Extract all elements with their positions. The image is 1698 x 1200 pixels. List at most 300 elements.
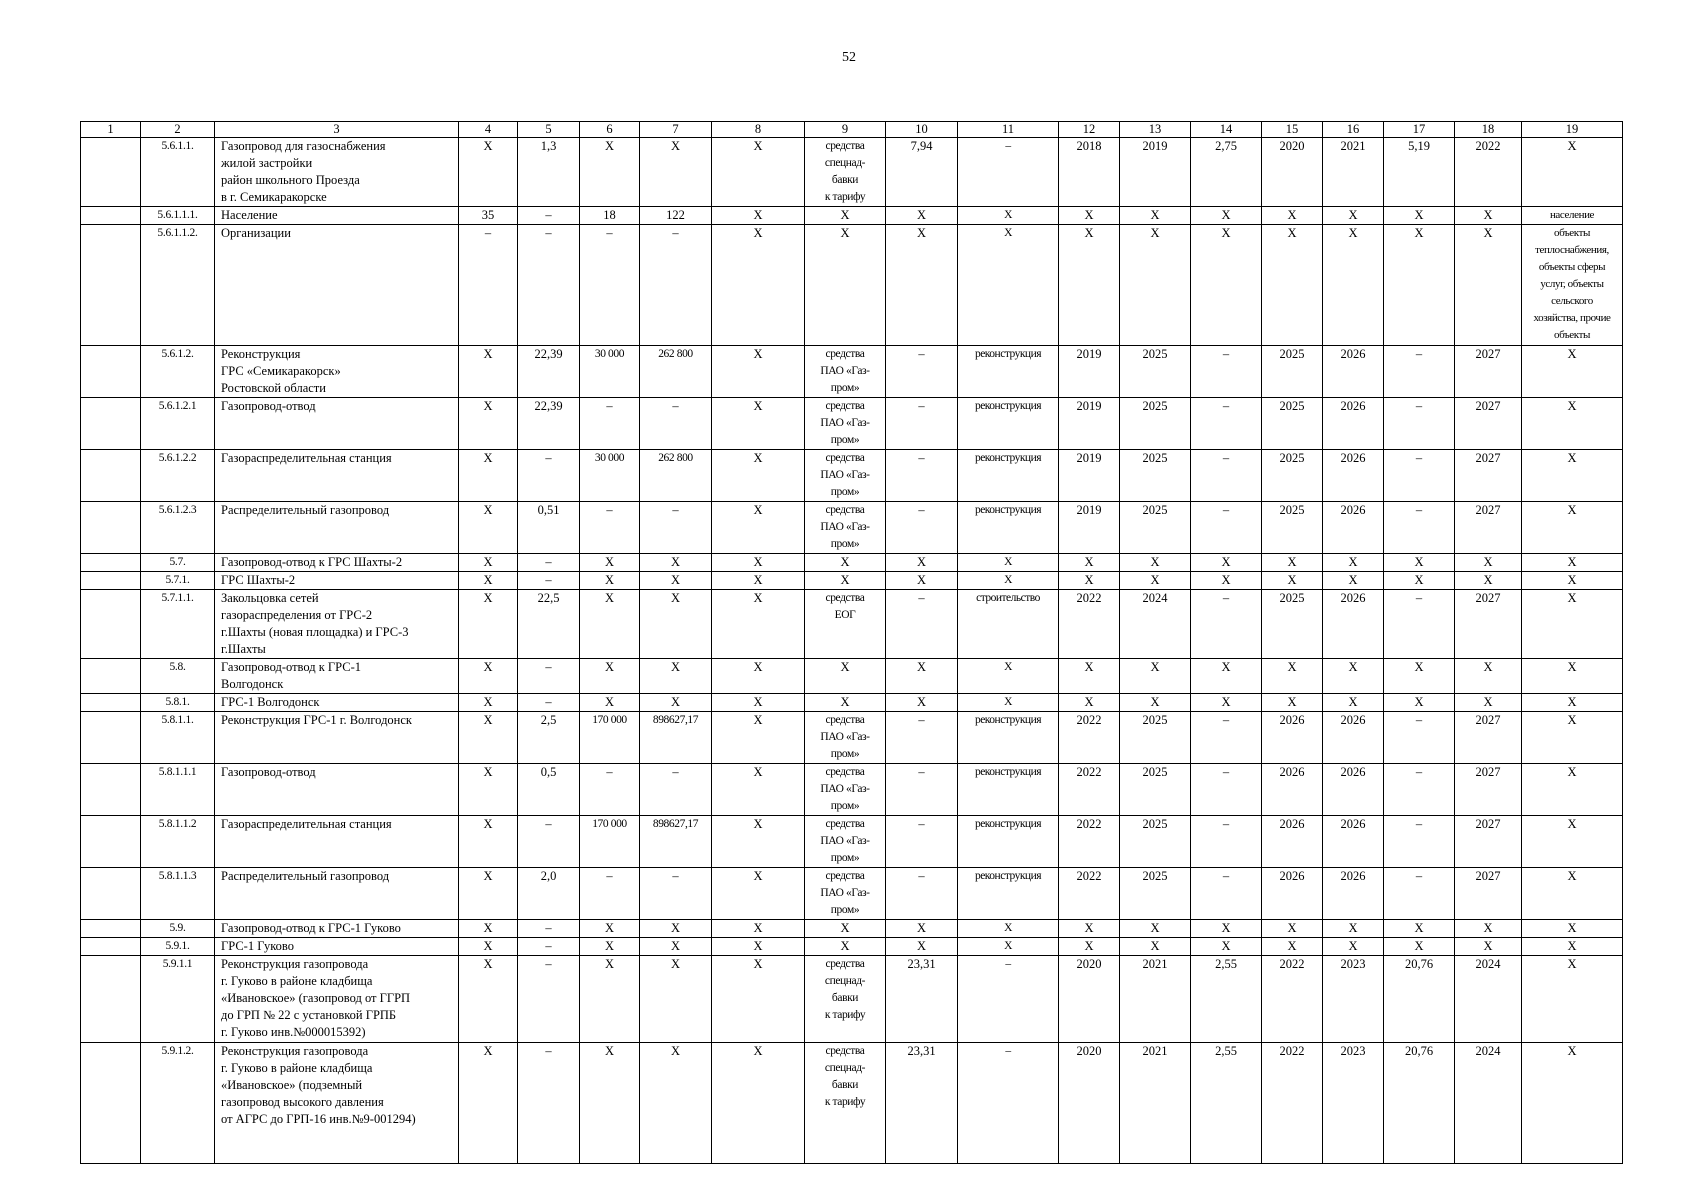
table-cell: 262 800 bbox=[640, 450, 712, 502]
table-cell: Х bbox=[1522, 956, 1623, 1043]
table-cell: средства ПАО «Газ- пром» bbox=[805, 502, 886, 554]
table-cell: Х bbox=[1120, 659, 1191, 694]
table-cell: Х bbox=[1059, 572, 1120, 590]
table-cell: 20,76 bbox=[1384, 956, 1455, 1043]
table-cell: 1,3 bbox=[518, 138, 580, 207]
table-cell: Х bbox=[712, 712, 805, 764]
table-cell: Х bbox=[1262, 938, 1323, 956]
table-cell bbox=[81, 398, 141, 450]
table-cell: 30 000 bbox=[580, 450, 640, 502]
table-cell: – bbox=[580, 764, 640, 816]
table-cell: 2022 bbox=[1455, 138, 1522, 207]
table-cell bbox=[81, 207, 141, 225]
table-cell: 2025 bbox=[1262, 346, 1323, 398]
table-cell: 2025 bbox=[1120, 398, 1191, 450]
table-cell: – bbox=[518, 956, 580, 1043]
table-cell: 2024 bbox=[1455, 956, 1522, 1043]
table-cell bbox=[81, 816, 141, 868]
table-cell: Х bbox=[580, 659, 640, 694]
page-number: 52 bbox=[842, 50, 856, 65]
table-cell: Х bbox=[459, 868, 518, 920]
table-cell bbox=[81, 764, 141, 816]
header-cell: 14 bbox=[1191, 122, 1262, 138]
table-cell: 2026 bbox=[1262, 712, 1323, 764]
table-row bbox=[81, 207, 1623, 225]
table-cell: – bbox=[580, 502, 640, 554]
table-cell: Х bbox=[1522, 450, 1623, 502]
table-cell: 2026 bbox=[1323, 450, 1384, 502]
table-cell: – bbox=[1191, 502, 1262, 554]
row-number-cell: 5.7.1.1. bbox=[141, 590, 215, 659]
table-cell: 2022 bbox=[1059, 590, 1120, 659]
table-cell: средства ПАО «Газ- пром» bbox=[805, 346, 886, 398]
table-cell: – bbox=[580, 398, 640, 450]
table-cell: Х bbox=[886, 572, 958, 590]
table-cell: 2025 bbox=[1262, 590, 1323, 659]
table-cell: Х bbox=[1384, 225, 1455, 346]
table-cell: строительство bbox=[958, 590, 1059, 659]
table-cell bbox=[81, 590, 141, 659]
table-cell: 2026 bbox=[1323, 764, 1384, 816]
table-cell: средства ЕОГ bbox=[805, 590, 886, 659]
table-cell: объекты теплоснабжения, объекты сферы услуг, объекты сельского хозяйства, прочие объекты bbox=[1522, 225, 1623, 346]
table-cell: Х bbox=[1059, 938, 1120, 956]
table-row bbox=[81, 764, 1623, 816]
table-cell: Х bbox=[459, 694, 518, 712]
table-cell: – bbox=[518, 554, 580, 572]
table-cell: Х bbox=[1120, 572, 1191, 590]
table-cell: Х bbox=[1522, 398, 1623, 450]
table-cell: 23,31 bbox=[886, 1043, 958, 1164]
table-cell: Х bbox=[712, 920, 805, 938]
table-cell bbox=[81, 938, 141, 956]
table-cell: 2025 bbox=[1120, 712, 1191, 764]
table-cell: Х bbox=[640, 138, 712, 207]
table-cell: Х bbox=[580, 920, 640, 938]
table-cell: Х bbox=[1455, 572, 1522, 590]
table-cell: Х bbox=[958, 554, 1059, 572]
table-cell: – bbox=[886, 450, 958, 502]
table-cell: Х bbox=[1455, 694, 1522, 712]
row-number-cell: 5.7.1. bbox=[141, 572, 215, 590]
table-row bbox=[81, 450, 1623, 502]
table-cell: – bbox=[518, 225, 580, 346]
table-cell: – bbox=[886, 816, 958, 868]
object-name-cell: Газопровод-отвод к ГРС-1 Гуково bbox=[215, 920, 459, 938]
table-cell: Х bbox=[1059, 659, 1120, 694]
table-cell: Х bbox=[1191, 207, 1262, 225]
table-cell: Х bbox=[712, 502, 805, 554]
table-cell: средства ПАО «Газ- пром» bbox=[805, 816, 886, 868]
table-cell: Х bbox=[1262, 920, 1323, 938]
table-cell: средства ПАО «Газ- пром» bbox=[805, 712, 886, 764]
table-cell: Х bbox=[1323, 938, 1384, 956]
table-cell: – bbox=[518, 920, 580, 938]
table-cell: 2026 bbox=[1262, 764, 1323, 816]
header-cell: 19 bbox=[1522, 122, 1623, 138]
table-cell bbox=[81, 450, 141, 502]
table-cell bbox=[81, 712, 141, 764]
table-cell: – bbox=[1384, 816, 1455, 868]
table-cell: Х bbox=[1059, 207, 1120, 225]
header-cell: 18 bbox=[1455, 122, 1522, 138]
table-body bbox=[81, 138, 1623, 1164]
table-cell: Х bbox=[459, 956, 518, 1043]
table-cell: – bbox=[640, 225, 712, 346]
table-cell: 2019 bbox=[1059, 450, 1120, 502]
header-cell: 1 bbox=[81, 122, 141, 138]
table-cell: – bbox=[640, 764, 712, 816]
table-row bbox=[81, 868, 1623, 920]
table-cell: Х bbox=[1455, 207, 1522, 225]
table-cell: – bbox=[886, 590, 958, 659]
object-name-cell: Газопровод-отвод к ГРС-1 Волгодонск bbox=[215, 659, 459, 694]
table-cell: 2,5 bbox=[518, 712, 580, 764]
table-cell: Х bbox=[1384, 920, 1455, 938]
table-cell: Х bbox=[1522, 659, 1623, 694]
table-cell: – bbox=[886, 398, 958, 450]
table-cell: Х bbox=[712, 956, 805, 1043]
table-cell: Х bbox=[459, 572, 518, 590]
table-row bbox=[81, 659, 1623, 694]
table-cell: Х bbox=[1455, 920, 1522, 938]
table-cell: Х bbox=[1120, 938, 1191, 956]
table-cell: – bbox=[518, 938, 580, 956]
table-cell: Х bbox=[712, 816, 805, 868]
table-cell: Х bbox=[1522, 938, 1623, 956]
table-cell: – bbox=[1191, 450, 1262, 502]
table-cell bbox=[81, 138, 141, 207]
object-name-cell: Распределительный газопровод bbox=[215, 502, 459, 554]
table-cell: 2022 bbox=[1059, 868, 1120, 920]
table-cell: – bbox=[518, 816, 580, 868]
table-cell: Х bbox=[712, 450, 805, 502]
table-cell: – bbox=[518, 659, 580, 694]
table-cell: Х bbox=[459, 816, 518, 868]
table-cell: 30 000 bbox=[580, 346, 640, 398]
table-cell: Х bbox=[712, 225, 805, 346]
table-cell: 170 000 bbox=[580, 816, 640, 868]
table-row bbox=[81, 554, 1623, 572]
table-cell: 2021 bbox=[1323, 138, 1384, 207]
table-cell: 2026 bbox=[1323, 868, 1384, 920]
table-cell: 2025 bbox=[1120, 502, 1191, 554]
table-row bbox=[81, 1043, 1623, 1164]
table-cell: 0,5 bbox=[518, 764, 580, 816]
table-cell: средства спецнад- бавки к тарифу bbox=[805, 1043, 886, 1164]
table-cell: Х bbox=[886, 938, 958, 956]
table-cell: – bbox=[518, 1043, 580, 1164]
table-cell: 2024 bbox=[1455, 1043, 1522, 1164]
table-cell: – bbox=[886, 764, 958, 816]
table-cell: Х bbox=[805, 554, 886, 572]
table-cell: – bbox=[886, 502, 958, 554]
table-cell: – bbox=[1384, 868, 1455, 920]
table-cell: Х bbox=[1059, 920, 1120, 938]
table-cell: Х bbox=[580, 572, 640, 590]
table-cell: Х bbox=[459, 920, 518, 938]
table-cell: 2021 bbox=[1120, 1043, 1191, 1164]
table-cell: Х bbox=[712, 572, 805, 590]
row-number-cell: 5.8.1.1.2 bbox=[141, 816, 215, 868]
table-header bbox=[81, 122, 1623, 138]
table-cell: Х bbox=[1522, 868, 1623, 920]
table-cell: Х bbox=[958, 938, 1059, 956]
table-cell: Х bbox=[1120, 920, 1191, 938]
object-name-cell: Газопровод-отвод к ГРС Шахты-2 bbox=[215, 554, 459, 572]
table-cell: 2020 bbox=[1262, 138, 1323, 207]
table-cell: Х bbox=[805, 938, 886, 956]
table-cell: Х bbox=[1120, 225, 1191, 346]
table-cell: 2,55 bbox=[1191, 1043, 1262, 1164]
table-cell: Х bbox=[580, 138, 640, 207]
table-cell: Х bbox=[1384, 572, 1455, 590]
table-cell: Х bbox=[1262, 225, 1323, 346]
table-cell: Х bbox=[1191, 572, 1262, 590]
header-cell: 4 bbox=[459, 122, 518, 138]
table-cell: 2025 bbox=[1120, 868, 1191, 920]
object-name-cell: ГРС-1 Гуково bbox=[215, 938, 459, 956]
object-name-cell: Закольцовка сетей газораспределения от ГРС-2 г.Шахты (новая площадка) и ГРС-3 г.Шахты bbox=[215, 590, 459, 659]
table-cell: Х bbox=[1384, 659, 1455, 694]
table-cell: средства спецнад- бавки к тарифу bbox=[805, 138, 886, 207]
header-cell: 5 bbox=[518, 122, 580, 138]
table-cell: 2025 bbox=[1262, 398, 1323, 450]
table-row bbox=[81, 956, 1623, 1043]
table-cell: 22,5 bbox=[518, 590, 580, 659]
table-cell: 2022 bbox=[1262, 956, 1323, 1043]
object-name-cell: Реконструкция газопровода г. Гуково в районе кладбища «Ивановское» (газопровод от ГГРП до ГРП № 22 с установкой ГРПБ г. Гуково инв.№000015392) bbox=[215, 956, 459, 1043]
table-cell bbox=[81, 572, 141, 590]
table-cell: 2027 bbox=[1455, 816, 1522, 868]
table-cell: 2022 bbox=[1262, 1043, 1323, 1164]
table-cell: Х bbox=[712, 659, 805, 694]
table-cell: Х bbox=[886, 694, 958, 712]
table-cell: – bbox=[518, 207, 580, 225]
table-cell: Х bbox=[1522, 920, 1623, 938]
table-row bbox=[81, 346, 1623, 398]
table-cell: Х bbox=[1455, 554, 1522, 572]
table-row bbox=[81, 398, 1623, 450]
table-cell: Х bbox=[1522, 554, 1623, 572]
table-cell: Х bbox=[886, 920, 958, 938]
table-row bbox=[81, 712, 1623, 764]
table-cell: 0,51 bbox=[518, 502, 580, 554]
table-cell: – bbox=[1384, 398, 1455, 450]
table-cell: Х bbox=[1522, 1043, 1623, 1164]
header-cell: 15 bbox=[1262, 122, 1323, 138]
table-cell: реконструкция bbox=[958, 764, 1059, 816]
table-row bbox=[81, 572, 1623, 590]
object-name-cell: Распределительный газопровод bbox=[215, 868, 459, 920]
table-cell: 2023 bbox=[1323, 1043, 1384, 1164]
table-cell: Х bbox=[1120, 554, 1191, 572]
table-cell: Х bbox=[1384, 207, 1455, 225]
table-cell: – bbox=[886, 868, 958, 920]
table-cell: – bbox=[518, 694, 580, 712]
row-number-cell: 5.8.1.1.3 bbox=[141, 868, 215, 920]
table-cell: – bbox=[886, 712, 958, 764]
table-cell: Х bbox=[640, 920, 712, 938]
table-cell: 2022 bbox=[1059, 764, 1120, 816]
table-cell: 2027 bbox=[1455, 868, 1522, 920]
table-cell: Х bbox=[580, 554, 640, 572]
table-cell: 2019 bbox=[1059, 502, 1120, 554]
table-cell: Х bbox=[886, 207, 958, 225]
row-number-cell: 5.9.1.2. bbox=[141, 1043, 215, 1164]
table-cell: средства спецнад- бавки к тарифу bbox=[805, 956, 886, 1043]
table-cell: Х bbox=[1191, 920, 1262, 938]
table-cell: – bbox=[640, 502, 712, 554]
table-row bbox=[81, 502, 1623, 554]
table-cell: 20,76 bbox=[1384, 1043, 1455, 1164]
table-cell: Х bbox=[958, 572, 1059, 590]
table-cell: 2026 bbox=[1323, 398, 1384, 450]
table-cell: – bbox=[1191, 398, 1262, 450]
header-cell: 12 bbox=[1059, 122, 1120, 138]
table-cell: Х bbox=[1323, 207, 1384, 225]
table-cell bbox=[81, 659, 141, 694]
row-number-cell: 5.6.1.2. bbox=[141, 346, 215, 398]
table-cell: – bbox=[1384, 590, 1455, 659]
table-cell: 2025 bbox=[1120, 816, 1191, 868]
table-cell: Х bbox=[958, 659, 1059, 694]
table-cell: Х bbox=[640, 659, 712, 694]
table-cell: – bbox=[580, 868, 640, 920]
table-cell: Х bbox=[1262, 207, 1323, 225]
table-cell: Х bbox=[805, 207, 886, 225]
object-name-cell: Газопровод-отвод bbox=[215, 398, 459, 450]
table-cell: Х bbox=[1323, 554, 1384, 572]
header-cell: 16 bbox=[1323, 122, 1384, 138]
table-cell bbox=[81, 502, 141, 554]
table-cell: 2018 bbox=[1059, 138, 1120, 207]
table-cell: 2020 bbox=[1059, 1043, 1120, 1164]
row-number-cell: 5.8.1.1.1 bbox=[141, 764, 215, 816]
table-cell: 22,39 bbox=[518, 346, 580, 398]
table-cell: 2026 bbox=[1323, 502, 1384, 554]
table-cell: Х bbox=[1522, 502, 1623, 554]
table-cell: Х bbox=[459, 346, 518, 398]
table-cell: Х bbox=[1120, 207, 1191, 225]
table-cell: 2021 bbox=[1120, 956, 1191, 1043]
table-cell: Х bbox=[712, 138, 805, 207]
table-cell: – bbox=[958, 138, 1059, 207]
table-cell: 2027 bbox=[1455, 712, 1522, 764]
header-cell: 9 bbox=[805, 122, 886, 138]
table-cell: Х bbox=[1323, 572, 1384, 590]
table-cell: 35 bbox=[459, 207, 518, 225]
table-cell: Х bbox=[1262, 554, 1323, 572]
row-number-cell: 5.7. bbox=[141, 554, 215, 572]
row-number-cell: 5.9.1. bbox=[141, 938, 215, 956]
table-cell: 2,55 bbox=[1191, 956, 1262, 1043]
table-cell: Х bbox=[1522, 572, 1623, 590]
table-cell: Х bbox=[459, 554, 518, 572]
table-cell: 2026 bbox=[1323, 712, 1384, 764]
table-cell: 262 800 bbox=[640, 346, 712, 398]
table-row bbox=[81, 590, 1623, 659]
table-cell: 122 bbox=[640, 207, 712, 225]
row-number-cell: 5.6.1.2.1 bbox=[141, 398, 215, 450]
table-row bbox=[81, 920, 1623, 938]
table-cell: Х bbox=[640, 1043, 712, 1164]
table-cell bbox=[81, 956, 141, 1043]
header-cell: 10 bbox=[886, 122, 958, 138]
table-cell: 2025 bbox=[1120, 450, 1191, 502]
table-row bbox=[81, 816, 1623, 868]
table-cell: – bbox=[1384, 346, 1455, 398]
table-cell: реконструкция bbox=[958, 450, 1059, 502]
table-cell: реконструкция bbox=[958, 816, 1059, 868]
table-cell: Х bbox=[580, 956, 640, 1043]
table-cell: Х bbox=[712, 554, 805, 572]
table-cell: Х bbox=[1522, 816, 1623, 868]
table-cell: 2024 bbox=[1120, 590, 1191, 659]
table-cell: Х bbox=[459, 502, 518, 554]
table-cell: 2025 bbox=[1120, 346, 1191, 398]
header-cell: 2 bbox=[141, 122, 215, 138]
table-cell: Х bbox=[459, 450, 518, 502]
header-cell: 13 bbox=[1120, 122, 1191, 138]
table-cell: Х bbox=[459, 1043, 518, 1164]
table-cell: средства ПАО «Газ- пром» bbox=[805, 764, 886, 816]
table-cell: – bbox=[1191, 868, 1262, 920]
row-number-cell: 5.6.1.1.1. bbox=[141, 207, 215, 225]
table-cell: Х bbox=[1522, 694, 1623, 712]
table-cell: – bbox=[640, 398, 712, 450]
table-cell: реконструкция bbox=[958, 346, 1059, 398]
table-cell: 2027 bbox=[1455, 590, 1522, 659]
table-cell: – bbox=[640, 868, 712, 920]
object-name-cell: Организации bbox=[215, 225, 459, 346]
table-cell: Х bbox=[1522, 712, 1623, 764]
table-cell: Х bbox=[958, 920, 1059, 938]
table-cell: – bbox=[580, 225, 640, 346]
table-cell: 7,94 bbox=[886, 138, 958, 207]
table-cell: Х bbox=[712, 346, 805, 398]
object-name-cell: Реконструкция газопровода г. Гуково в районе кладбища «Ивановское» (подземный газопровод высокого давления от АГРС до ГРП-16 инв.№9-001294) bbox=[215, 1043, 459, 1164]
table-cell: Х bbox=[640, 694, 712, 712]
table-cell: Х bbox=[1522, 346, 1623, 398]
object-name-cell: ГРС Шахты-2 bbox=[215, 572, 459, 590]
table-cell: Х bbox=[712, 590, 805, 659]
table-cell: Х bbox=[580, 590, 640, 659]
table-cell: Х bbox=[712, 398, 805, 450]
table-cell: 2019 bbox=[1059, 346, 1120, 398]
row-number-cell: 5.6.1.1. bbox=[141, 138, 215, 207]
table-cell: Х bbox=[1455, 938, 1522, 956]
table-cell: 22,39 bbox=[518, 398, 580, 450]
table-cell: – bbox=[518, 450, 580, 502]
table-cell: Х bbox=[1323, 225, 1384, 346]
table-cell: Х bbox=[805, 920, 886, 938]
header-cell: 11 bbox=[958, 122, 1059, 138]
table-cell: Х bbox=[886, 659, 958, 694]
table-cell: Х bbox=[712, 938, 805, 956]
table-cell: – bbox=[1384, 502, 1455, 554]
table-cell: 2022 bbox=[1059, 712, 1120, 764]
table-cell: 18 bbox=[580, 207, 640, 225]
table-cell: Х bbox=[1191, 554, 1262, 572]
row-number-cell: 5.6.1.2.2 bbox=[141, 450, 215, 502]
table-cell: Х bbox=[1323, 659, 1384, 694]
table-row bbox=[81, 225, 1623, 346]
table-cell: Х bbox=[1384, 554, 1455, 572]
table-row bbox=[81, 138, 1623, 207]
table-cell: Х bbox=[640, 590, 712, 659]
table-cell: Х bbox=[640, 554, 712, 572]
